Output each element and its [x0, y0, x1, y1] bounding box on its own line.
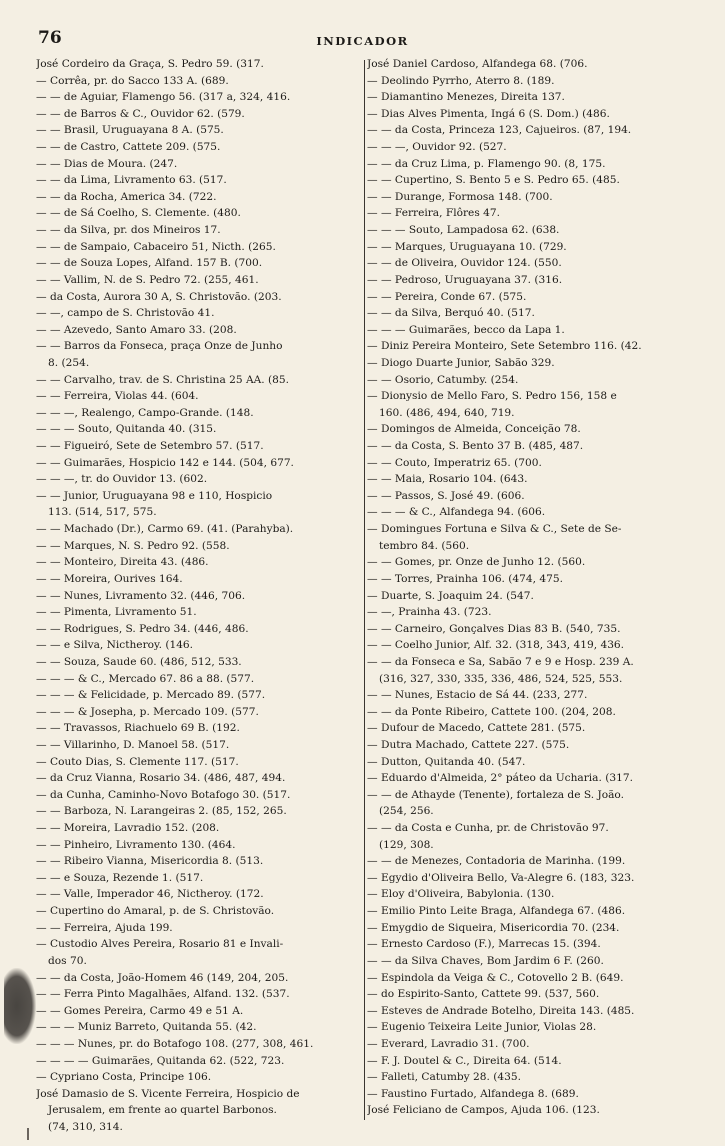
directory-entry-line: — — Torres, Prainha 106. (474, 475.	[367, 572, 563, 585]
directory-entry-line: — — — & Felicidade, p. Mercado 89. (577.	[36, 689, 266, 702]
directory-entry-line: — — de Barros & C., Ouvidor 62. (579.	[36, 107, 245, 120]
directory-entry-line: (74, 310, 314.	[48, 1121, 123, 1133]
directory-entry-line: — — e Silva, Nictheroy. (146.	[36, 639, 194, 652]
directory-entry-line: — — da Fonseca e Sa, Sabão 7 e 9 e Hosp. 239 A.	[367, 655, 634, 668]
directory-entry-line: — — e Souza, Rezende 1. (517.	[36, 871, 204, 884]
directory-entry-line: — Corrêa, pr. do Sacco 133 A. (689.	[36, 74, 229, 87]
directory-entry-line: 160. (486, 494, 640, 719.	[379, 406, 515, 419]
directory-entry-line: — Diogo Duarte Junior, Sabão 329.	[367, 356, 555, 369]
directory-entry-line: — — —, Realengo, Campo-Grande. (148.	[36, 406, 254, 419]
directory-entry-line: — — Brasil, Uruguayana 8 A. (575.	[36, 124, 224, 137]
directory-entry-line: — — Dias de Moura. (247.	[36, 157, 178, 170]
directory-entry-line: — — — Nunes, pr. do Botafogo 108. (277, 308, 461.	[36, 1037, 314, 1050]
directory-entry-line: — Dionysio de Mello Faro, S. Pedro 156, 158 e	[367, 390, 617, 403]
directory-entry-line: Jerusalem, em frente ao quartel Barbonos.	[48, 1104, 277, 1117]
directory-entry-line: — — — Muniz Barreto, Quitanda 55. (42.	[36, 1021, 257, 1034]
directory-entry-line: José Cordeiro da Graça, S. Pedro 59. (317.	[36, 58, 264, 70]
directory-entry-line: — Falleti, Catumby 28. (435.	[367, 1071, 521, 1084]
directory-entry-line: — Domingues Fortuna e Silva & C., Sete de Se-	[367, 523, 622, 536]
directory-entry-line: — — Maia, Rosario 104. (643.	[367, 473, 528, 486]
directory-entry-line: — —, campo de S. Christovão 41.	[36, 307, 215, 320]
directory-entry-line: — — da Rocha, America 34. (722.	[36, 190, 217, 203]
directory-entry-line: — Esteves de Andrade Botelho, Direita 143. (485.	[367, 1004, 635, 1017]
directory-entry-line: — — — Guimarães, becco da Lapa 1.	[367, 323, 565, 336]
directory-entry-line: dos 70.	[48, 954, 87, 967]
directory-entry-line: — — da Lima, Livramento 63. (517.	[36, 174, 227, 187]
directory-entry-line: — — Carvalho, trav. de S. Christina 25 AA. (85.	[36, 373, 289, 386]
directory-entry-line: — Espindola da Veiga & C., Cotovello 2 B. (649.	[367, 971, 624, 984]
directory-entry-line: — — da Costa e Cunha, pr. de Christovão 97.	[367, 822, 609, 835]
directory-entry-line: — — Marques, N. S. Pedro 92. (558.	[36, 539, 230, 552]
directory-entry-line: — — da Costa, Princeza 123, Cajueiros. (87, 194.	[367, 124, 632, 137]
directory-entry-line: — — —, Ouvidor 92. (527.	[367, 141, 507, 154]
directory-entry-line: (316, 327, 330, 335, 336, 486, 524, 525, 553.	[379, 672, 623, 685]
directory-entry-line: — — Ferreira, Flôres 47.	[367, 207, 500, 220]
directory-entry-line: — Dutra Machado, Cattete 227. (575.	[367, 738, 570, 751]
directory-entry-line: José Damasio de S. Vicente Ferreira, Hospicio de	[36, 1087, 300, 1100]
directory-entry-line: — — da Silva, Berquó 40. (517.	[367, 307, 535, 320]
directory-entry-line: — — Ferra Pinto Magalhães, Alfand. 132. (537.	[36, 988, 290, 1001]
directory-entry-line: — Eloy d'Oliveira, Babylonia. (130.	[367, 888, 555, 901]
directory-entry-line: — — Gomes, pr. Onze de Junho 12. (560.	[367, 556, 586, 569]
directory-entry-line: José Feliciano de Campos, Ajuda 106. (123.	[367, 1104, 600, 1117]
directory-entry-line: — Emygdio de Siqueira, Misericordia 70. (234.	[367, 921, 620, 934]
directory-entry-line: — — de Athayde (Tenente), fortaleza de S. João.	[367, 788, 624, 801]
directory-entry-line: — — — Souto, Lampadosa 62. (638.	[367, 224, 560, 237]
directory-entry-line: — Dutton, Quitanda 40. (547.	[367, 755, 526, 768]
running-head: INDICADOR	[316, 34, 409, 48]
directory-entry-line: — Deolindo Pyrrho, Aterro 8. (189.	[367, 74, 555, 87]
directory-entry-line: — da Cruz Vianna, Rosario 34. (486, 487, 494.	[36, 772, 286, 785]
directory-entry-line: — da Costa, Aurora 30 A, S. Christovão. (203.	[36, 290, 282, 303]
directory-entry-line: — — Osorio, Catumby. (254.	[367, 373, 519, 386]
directory-entry-line: — — da Cruz Lima, p. Flamengo 90. (8, 175.	[367, 157, 606, 170]
directory-entry-line: — Ernesto Cardoso (F.), Marrecas 15. (394.	[367, 938, 601, 951]
column-divider	[364, 60, 365, 1120]
directory-entry-line: — — Rodrigues, S. Pedro 34. (446, 486.	[36, 622, 249, 635]
directory-entry-line: 8. (254.	[48, 356, 90, 369]
directory-entry-line: — — de Menezes, Contadoria de Marinha. (199.	[367, 855, 626, 868]
directory-entry-line: — Egydio d'Oliveira Bello, Va-Alegre 6. (183, 323.	[367, 871, 635, 884]
directory-entry-line: — — —, tr. do Ouvidor 13. (602.	[36, 473, 208, 486]
directory-entry-line: — Custodio Alves Pereira, Rosario 81 e Invali-	[36, 938, 284, 951]
directory-entry-line: — — da Costa, S. Bento 37 B. (485, 487.	[367, 440, 584, 453]
directory-entry-line: — — de Souza Lopes, Alfand. 157 B. (700.	[36, 257, 263, 270]
directory-entry-line: — — Gomes Pereira, Carmo 49 e 51 A.	[36, 1004, 244, 1017]
directory-entry-line: — — Villarinho, D. Manoel 58. (517.	[36, 738, 230, 751]
directory-entry-line: — — Machado (Dr.), Carmo 69. (41. (Parahyba).	[36, 523, 294, 536]
directory-entry-line: — — Nunes, Livramento 32. (446, 706.	[36, 589, 246, 602]
directory-entry-line: — Duarte, S. Joaquim 24. (547.	[367, 589, 534, 602]
directory-entry-line: — — Monteiro, Direita 43. (486.	[36, 556, 209, 569]
directory-entry-line: — Cypriano Costa, Principe 106.	[36, 1071, 212, 1084]
directory-entry-line: — — Pimenta, Livramento 51.	[36, 606, 197, 619]
directory-entry-line: — — Azevedo, Santo Amaro 33. (208.	[36, 323, 237, 336]
directory-entry-line: — — Cupertino, S. Bento 5 e S. Pedro 65. (485.	[367, 174, 620, 187]
directory-entry-line: — Eugenio Teixeira Leite Junior, Violas 28.	[367, 1021, 597, 1034]
directory-entry-line: — — Ferreira, Violas 44. (604.	[36, 390, 199, 403]
directory-entry-line: — — de Aguiar, Flamengo 56. (317 a, 324, 416.	[36, 91, 291, 104]
directory-entry-line: — — Nunes, Estacio de Sá 44. (233, 277.	[367, 689, 588, 702]
directory-entry-line: José Daniel Cardoso, Alfandega 68. (706.	[367, 58, 588, 70]
directory-entry-line: — — Barros da Fonseca, praça Onze de Junho	[36, 340, 283, 353]
directory-entry-line: (254, 256.	[379, 805, 434, 818]
directory-entry-line: (129, 308.	[379, 838, 434, 851]
directory-entry-line: — Diamantino Menezes, Direita 137.	[367, 91, 565, 104]
right-column	[367, 56, 693, 1119]
directory-entry-line: — — da Ponte Ribeiro, Cattete 100. (204, 208.	[367, 705, 616, 718]
directory-entry-line: — — Ribeiro Vianna, Misericordia 8. (513.	[36, 855, 264, 868]
directory-entry-line: — Diniz Pereira Monteiro, Sete Setembro 116. (42.	[367, 340, 642, 353]
directory-entry-line: — — Valle, Imperador 46, Nictheroy. (172.	[36, 888, 264, 901]
directory-entry-line: — — Guimarães, Hospicio 142 e 144. (504, 677.	[36, 456, 294, 469]
directory-entry-line: — — Souza, Saude 60. (486, 512, 533.	[36, 655, 242, 668]
margin-mark	[27, 1128, 29, 1140]
directory-entry-line: — Cupertino do Amaral, p. de S. Christovão.	[36, 905, 275, 918]
directory-entry-line: — Couto Dias, S. Clemente 117. (517.	[36, 755, 239, 768]
directory-entry-line: — — Travassos, Riachuelo 69 B. (192.	[36, 722, 240, 735]
directory-entry-line: — — Marques, Uruguayana 10. (729.	[367, 240, 567, 253]
directory-entry-line: — Eduardo d'Almeida, 2° páteo da Ucharia. (317.	[367, 772, 633, 785]
directory-entry-line: — — — & C., Alfandega 94. (606.	[367, 506, 546, 519]
directory-entry-line: — Dufour de Macedo, Cattete 281. (575.	[367, 722, 586, 735]
directory-entry-line: — — Moreira, Lavradio 152. (208.	[36, 822, 220, 835]
directory-entry-line: — — Ferreira, Ajuda 199.	[36, 921, 173, 934]
directory-entry-line: — — Carneiro, Gonçalves Dias 83 B. (540, 735.	[367, 622, 621, 635]
directory-entry-line: — — de Sá Coelho, S. Clemente. (480.	[36, 207, 241, 220]
directory-entry-line: — — — Souto, Quitanda 40. (315.	[36, 423, 217, 436]
directory-entry-line: — — — & Josepha, p. Mercado 109. (577.	[36, 705, 259, 718]
directory-entry-line: — — Barboza, N. Larangeiras 2. (85, 152, 265.	[36, 805, 287, 818]
directory-entry-line: — do Espirito-Santo, Cattete 99. (537, 560.	[367, 988, 600, 1001]
directory-entry-line: — — Moreira, Ourives 164.	[36, 572, 183, 585]
directory-entry-line: — — Passos, S. José 49. (606.	[367, 489, 525, 502]
directory-entry-line: — — da Silva, pr. dos Mineiros 17.	[36, 224, 221, 237]
directory-entry-line: — — Couto, Imperatriz 65. (700.	[367, 456, 542, 469]
directory-entry-line: — da Cunha, Caminho-Novo Botafogo 30. (517.	[36, 788, 291, 801]
directory-entry-line: — — de Sampaio, Cabaceiro 51, Nicth. (265.	[36, 240, 276, 253]
directory-entry-line: — — Vallim, N. de S. Pedro 72. (255, 461.	[36, 273, 259, 286]
directory-entry-line: — — Pinheiro, Livramento 130. (464.	[36, 838, 236, 851]
directory-entry-line: — — — & C., Mercado 67. 86 a 88. (577.	[36, 672, 255, 685]
directory-entry-line: — F. J. Doutel & C., Direita 64. (514.	[367, 1054, 562, 1067]
directory-entry-line: — — de Oliveira, Ouvidor 124. (550.	[367, 257, 562, 270]
directory-entry-line: — — Figueiró, Sete de Setembro 57. (517.	[36, 440, 264, 453]
directory-entry-line: — — de Castro, Cattete 209. (575.	[36, 141, 221, 154]
directory-entry-line: — — Pereira, Conde 67. (575.	[367, 290, 527, 303]
directory-entry-line: — Dias Alves Pimenta, Ingá 6 (S. Dom.) (486.	[367, 107, 610, 120]
directory-entry-line: — — — — Guimarães, Quitanda 62. (522, 723.	[36, 1054, 285, 1067]
directory-entry-line: — — Durange, Formosa 148. (700.	[367, 190, 553, 203]
directory-entry-line: — — da Costa, João-Homem 46 (149, 204, 205.	[36, 971, 289, 984]
directory-entry-line: — — da Silva Chaves, Bom Jardim 6 F. (260.	[367, 954, 604, 967]
directory-entry-line: — Faustino Furtado, Alfandega 8. (689.	[367, 1087, 579, 1100]
directory-entry-line: tembro 84. (560.	[379, 539, 470, 552]
directory-entry-line: — Everard, Lavradio 31. (700.	[367, 1037, 530, 1050]
directory-entry-line: — — Pedroso, Uruguayana 37. (316.	[367, 273, 563, 286]
page-number: 76	[38, 28, 62, 48]
directory-entry-line: 113. (514, 517, 575.	[48, 506, 157, 519]
left-column	[36, 56, 362, 1136]
directory-entry-line: — — Coelho Junior, Alf. 32. (318, 343, 419, 436.	[367, 639, 625, 652]
directory-entry-line: — Domingos de Almeida, Conceição 78.	[367, 423, 581, 436]
directory-entry-line: — — Junior, Uruguayana 98 e 110, Hospicio	[36, 489, 273, 502]
binding-stain	[4, 968, 36, 1044]
directory-entry-line: — Emilio Pinto Leite Braga, Alfandega 67. (486.	[367, 905, 626, 918]
directory-entry-line: — —, Prainha 43. (723.	[367, 606, 492, 619]
